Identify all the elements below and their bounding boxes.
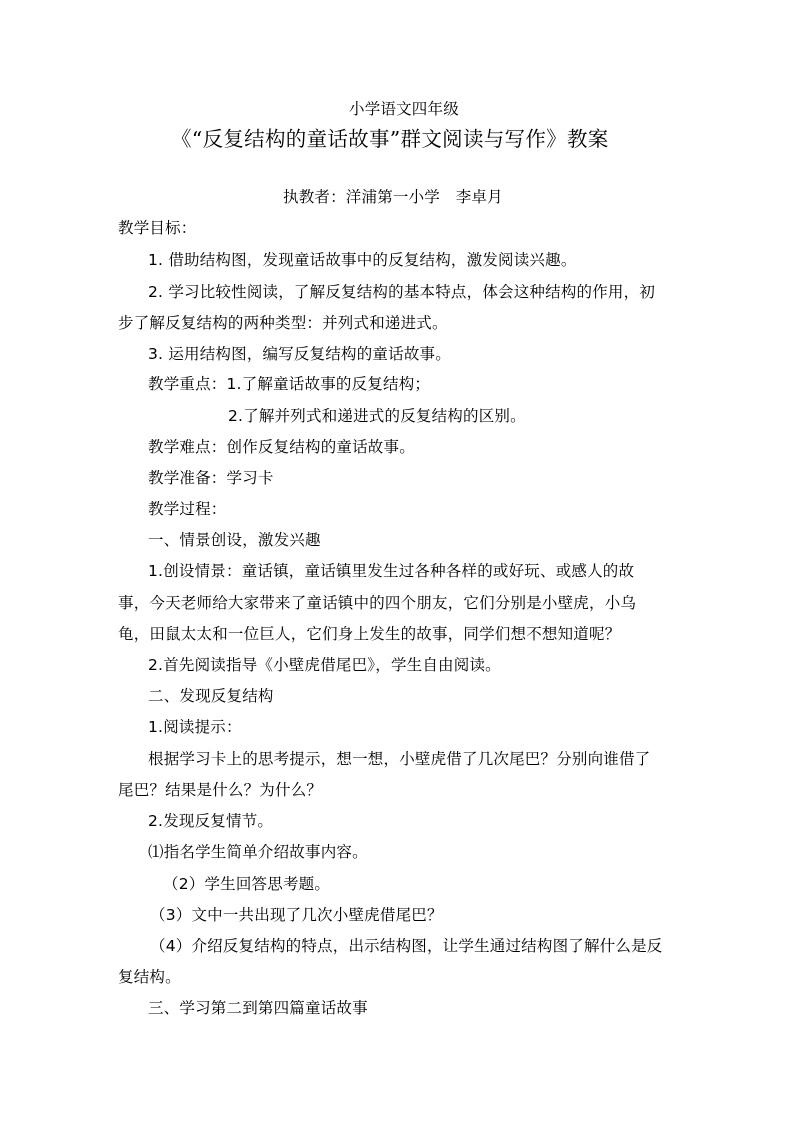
section-2-sub-1: ⑴指名学生简单介绍故事内容。 — [148, 843, 368, 861]
section-1-p1-line-1: 1.创设情景：童话镇，童话镇里发生过各种各样的或好玩、或感人的故 — [148, 562, 635, 580]
process-heading: 教学过程： — [148, 500, 227, 518]
section-2-p2: 2.发现反复情节。 — [148, 812, 274, 830]
document-title: 《“反复结构的童话故事”群文阅读与写作》教案 — [171, 127, 609, 151]
section-2-sub-2: （2）学生回答思考题。 — [163, 875, 331, 893]
document-subtitle: 小学语文四年级 — [349, 100, 459, 118]
author-line: 执教者：洋浦第一小学 李卓月 — [283, 188, 503, 206]
goal-item-1: 1. 借助结构图，发现童话故事中的反复结构，激发阅读兴趣。 — [148, 251, 577, 269]
key-points-line-2: 2.了解并列式和递进式的反复结构的区别。 — [228, 407, 526, 425]
goals-heading: 教学目标： — [118, 219, 197, 237]
section-2-heading: 二、发现反复结构 — [148, 687, 274, 705]
section-2-p1: 1.阅读提示： — [148, 718, 242, 736]
section-2-p1-body-line-2: 尾巴？结果是什么？为什么？ — [118, 781, 323, 799]
section-1-p1-line-3: 龟，田鼠太太和一位巨人，它们身上发生的故事，同学们想不想知道呢？ — [118, 625, 621, 643]
teaching-difficulty: 教学难点：创作反复结构的童话故事。 — [148, 438, 415, 456]
section-1-p1-line-2: 事，今天老师给大家带来了童话镇中的四个朋友，它们分别是小壁虎，小乌 — [118, 594, 637, 612]
section-2-sub-4-line-2: 复结构。 — [118, 968, 181, 986]
goal-item-2-line-2: 步了解反复结构的两种类型：并列式和递进式。 — [118, 314, 448, 332]
teaching-preparation: 教学准备：学习卡 — [148, 469, 274, 487]
section-3-heading: 三、学习第二到第四篇童话故事 — [148, 999, 368, 1017]
section-2-p1-body-line-1: 根据学习卡上的思考提示，想一想，小壁虎借了几次尾巴？分别向谁借了 — [148, 750, 651, 768]
section-2-sub-4-line-1: （4）介绍反复结构的特点，出示结构图，让学生通过结构图了解什么是反 — [150, 937, 663, 955]
section-1-heading: 一、情景创设，激发兴趣 — [148, 531, 321, 549]
key-points-line-1: 教学重点：1.了解童话故事的反复结构； — [148, 375, 431, 393]
goal-item-3: 3. 运用结构图，编写反复结构的童话故事。 — [148, 345, 451, 363]
section-2-sub-3: （3）文中一共出现了几次小壁虎借尾巴？ — [150, 906, 443, 924]
goal-item-2-line-1: 2. 学习比较性阅读，了解反复结构的基本特点，体会这种结构的作用，初 — [148, 283, 656, 301]
section-1-p2: 2.首先阅读指导《小壁虎借尾巴》，学生自由阅读。 — [148, 656, 501, 674]
